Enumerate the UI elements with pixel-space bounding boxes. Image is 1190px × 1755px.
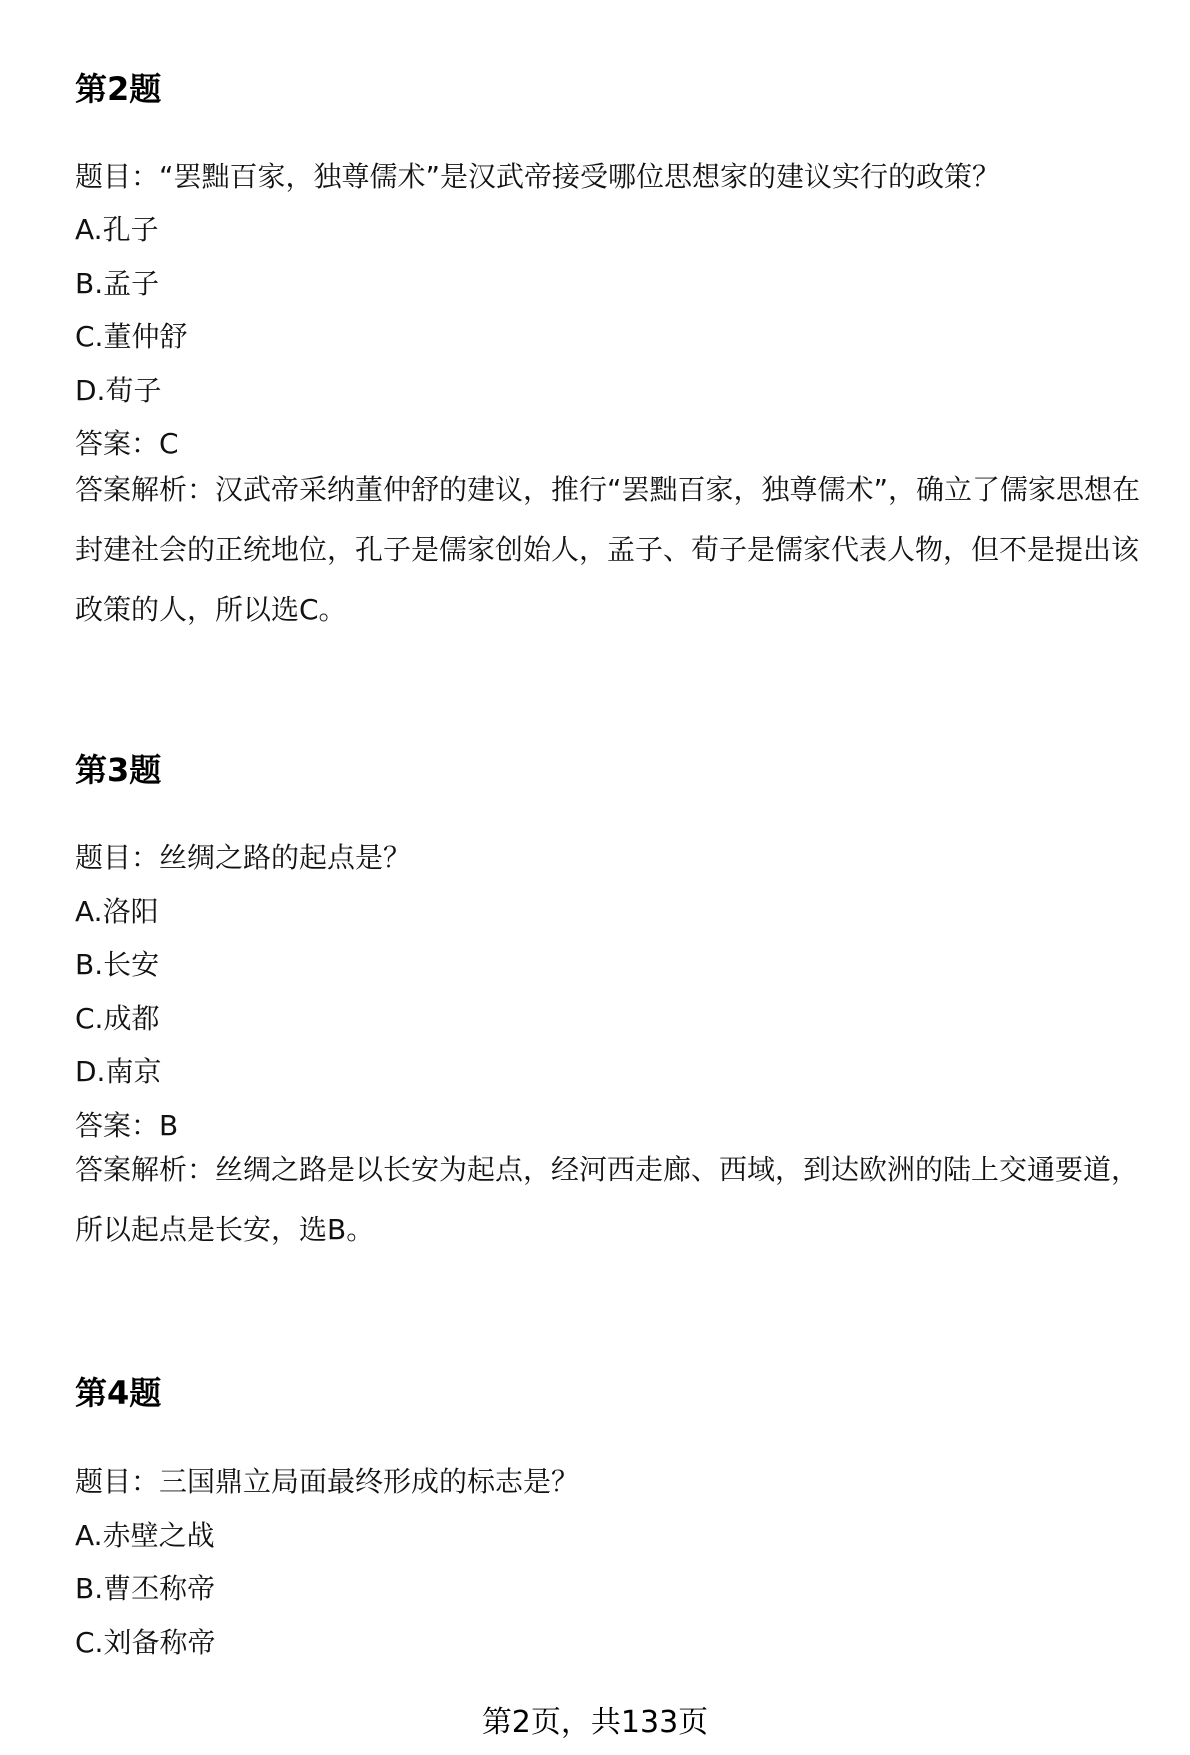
question-3-prompt: 题目：丝绸之路的起点是？ [75, 841, 412, 874]
question-2-answer: 答案：C [75, 427, 179, 460]
question-2-explanation: 答案解析：汉武帝采纳董仲舒的建议，推行“罢黜百家，独尊儒术”，确立了儒家思想在封建社会的正统地位，孔子是儒家创始人，孟子、荀子是儒家代表人物，但不是提出该政策的人，所以选C。 [75, 473, 1141, 626]
question-2-title: 第2题 [75, 70, 162, 108]
question-2-option-c: C.董仲舒 [75, 320, 188, 353]
question-3-option-c: C.成都 [75, 1002, 160, 1035]
question-3-explanation: 答案解析：丝绸之路是以长安为起点，经河西走廊、西域，到达欧洲的陆上交通要道，所以起点是长安，选B。 [75, 1153, 1140, 1246]
question-2-option-d: D.荀子 [75, 374, 162, 407]
question-4-option-c: C.刘备称帝 [75, 1626, 216, 1659]
question-3-title: 第3题 [75, 751, 162, 789]
question-4-option-a: A.赤壁之战 [75, 1519, 215, 1552]
question-2-option-b: B.孟子 [75, 267, 160, 300]
question-3-option-b: B.长安 [75, 948, 160, 981]
question-4-option-b: B.曹丕称帝 [75, 1572, 216, 1605]
question-3-answer: 答案：B [75, 1109, 179, 1142]
page-number: 第2页，共133页 [481, 1705, 709, 1740]
question-4-title: 第4题 [75, 1374, 162, 1412]
question-3-option-a: A.洛阳 [75, 895, 159, 928]
question-2-option-a: A.孔子 [75, 213, 159, 246]
question-2-prompt: 题目：“罢黜百家，独尊儒术”是汉武帝接受哪位思想家的建议实行的政策？ [75, 160, 1001, 193]
question-4-prompt: 题目：三国鼎立局面最终形成的标志是？ [75, 1465, 580, 1498]
question-3-option-d: D.南京 [75, 1055, 162, 1088]
